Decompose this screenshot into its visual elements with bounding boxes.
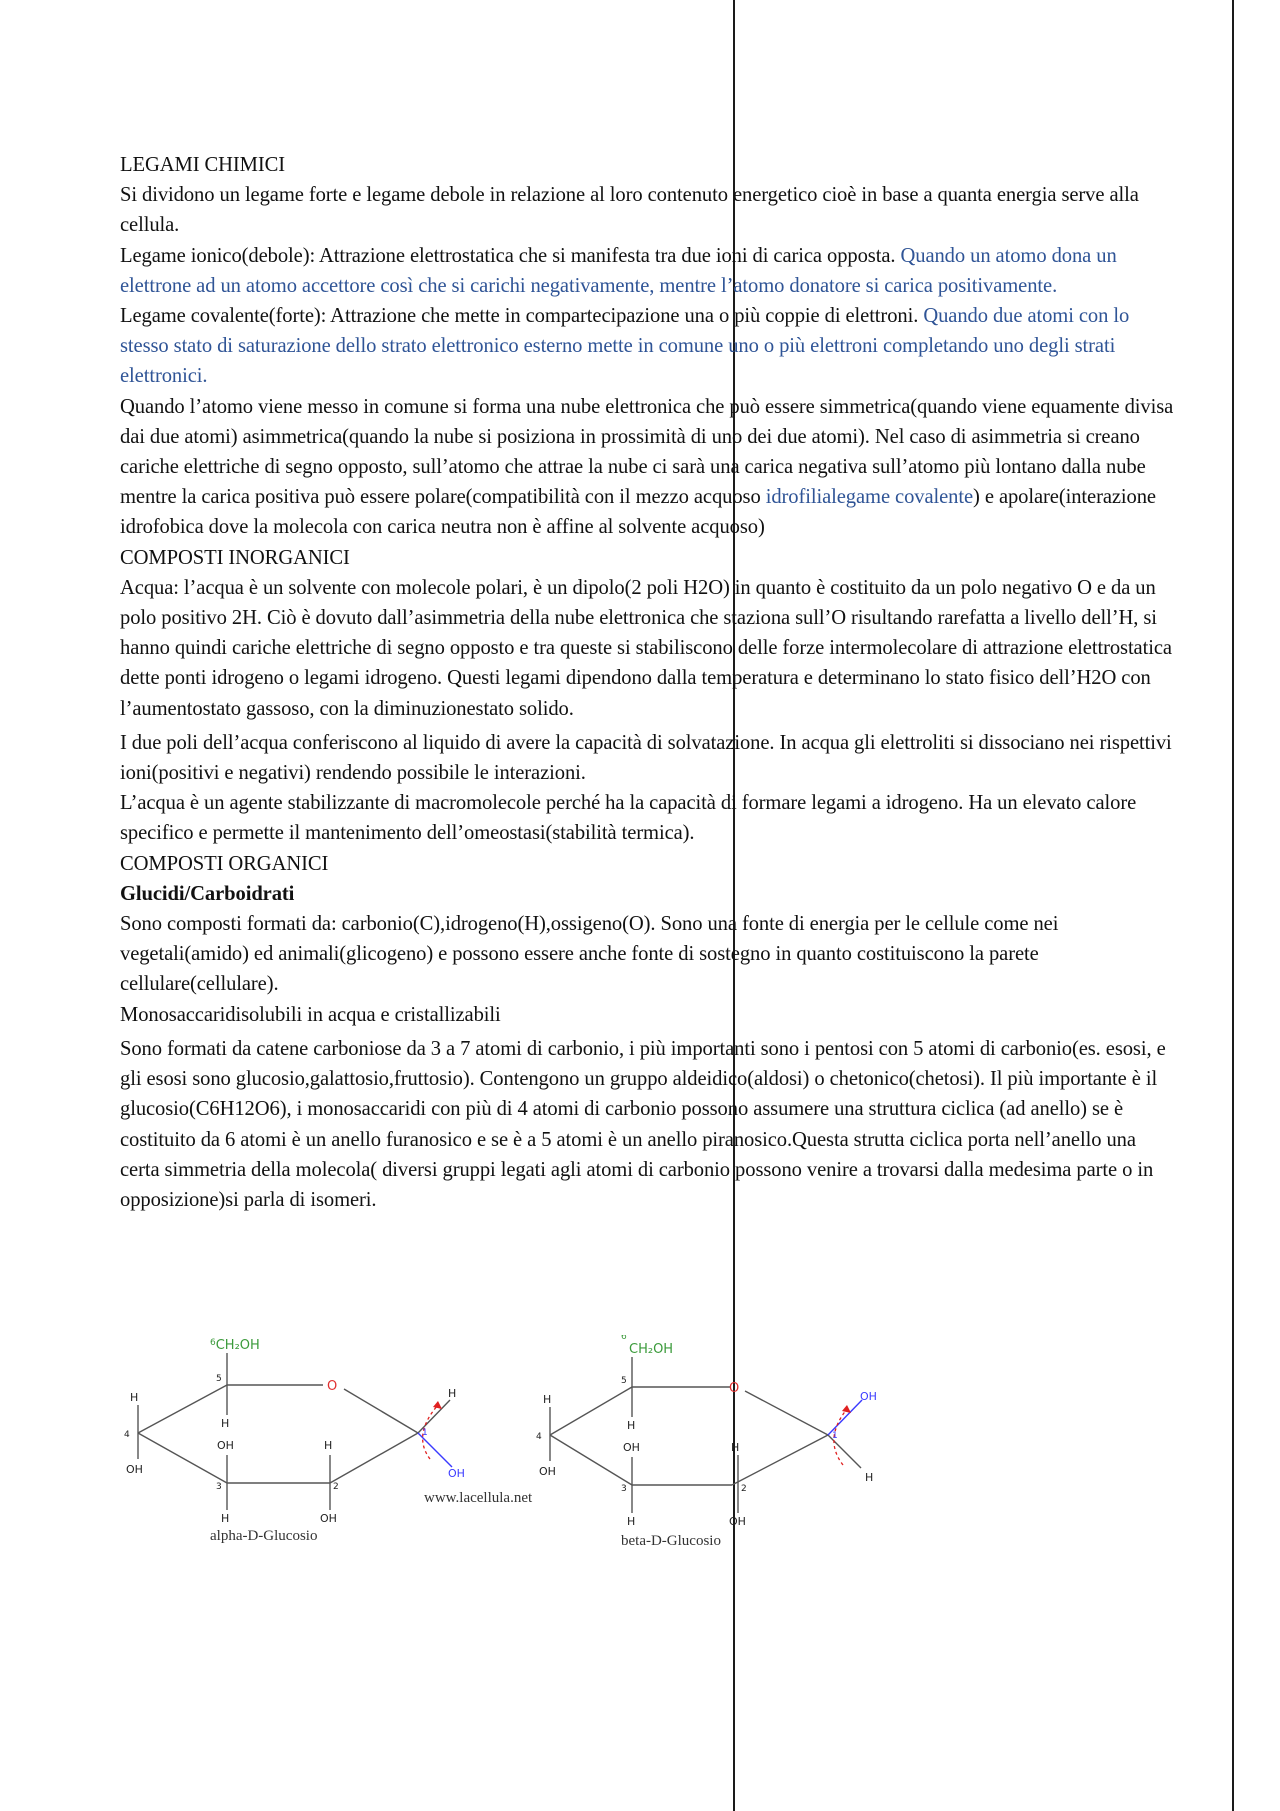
paragraph-glucidi: Sono composti formati da: carbonio(C),idrogeno(H),ossigeno(O). Sono una fonte di energia per le cellule come nei vegetali(amido) ed animali(glicogeno) e possono essere anche fonte di sostegno in quanto costituiscono la parete cellulare(cellulare). [120,913,1059,996]
svg-text:H: H [627,1419,636,1432]
svg-text:OH: OH [217,1439,234,1452]
paragraph-nube-elettronica [120,392,1180,543]
heading-composti-organici: COMPOSTI ORGANICI [120,852,329,875]
svg-text:OH: OH [448,1467,465,1480]
svg-text:H: H [448,1387,457,1400]
nube-text-1: Quando l’atomo viene messo in comune si forma una nube elettronica che può essere simmetrica(quando viene equamente divisa dai due atomi) asimmetrica(quando la nube si posiziona in prossimità di uno dei due atomi). Nel caso di asimmetria si creano cariche elettriche di segno opposto, sull’atomo che attrae la nube ci sarà una carica negativa sull’atomo più lontano dalla nube mentre la carica positiva può essere polare(compatibilità con il mezzo acquoso [120,395,1174,509]
svg-text:1: 1 [832,1431,838,1441]
svg-text:OH: OH [729,1515,746,1528]
vertical-rule-right [1232,0,1234,1811]
alpha-glucose-structure [124,1338,465,1544]
svg-text:H: H [130,1391,139,1404]
svg-text:OH: OH [539,1465,556,1478]
nube-text-2: ) e apolare(interazione idrofobica dove la molecola con carica neutra non è affine al solvente acquoso) [120,486,1156,539]
paragraph-acqua-3: L’acqua è un agente stabilizzante di macromolecole perché ha la capacità di formare legami a idrogeno. Ha un elevato calore specifico e permette il mantenimento dell’omeostasi(stabilità termica). [120,792,1137,845]
svg-text:6: 6 [621,1335,627,1342]
svg-text:OH: OH [320,1512,337,1525]
svg-text:H: H [865,1471,874,1484]
alpha-caption: alpha-D-Glucosio [210,1528,318,1544]
alpha-c6-label: $^6$CH₂OH [210,1338,260,1353]
glucose-figure [120,1335,920,1565]
heading-monosaccaridi: Monosaccaridisolubili in acqua e cristallizabili [120,1003,501,1026]
covalente-blue-text: Quando due atomi con lo stesso stato di saturazione dello strato elettronico esterno mette in comune uno o più elettroni completando uno degli strati elettronici. [120,305,1130,388]
paragraph-legame-covalente [120,301,1180,392]
svg-text:O: O [327,1379,338,1394]
svg-text:H: H [543,1393,552,1406]
ionico-lead: Legame ionico(debole): Attrazione elettrostatica che si manifesta tra due ioni di carica opposta. [120,244,901,267]
ionico-blue-text: Quando un atomo dona un elettrone ad un atomo accettore così che si carichi negativamente, mentre l’atomo donatore si carica positivamente. [120,244,1117,297]
paragraph-legame-ionico [120,241,1180,301]
svg-text:OH: OH [623,1441,640,1454]
svg-text:3: 3 [621,1484,627,1494]
paragraph-acqua-1: Acqua: l’acqua è un solvente con molecole polari, è un dipolo(2 poli H2O) in quanto è costituito da un polo negativo O e da un polo positivo 2H. Ciò è dovuto dall’asimmetria della nube elettronica che staziona sull’O risultando rarefatta a livello dell’H, si hanno quindi cariche elettriche di segno opposto e tra queste si stabiliscono delle forze intermolecolare di attrazione elettrostatica dette ponti idrogeno o legami idrogeno. Questi legami dipendono dalla temperatura e determinano lo stato fisico dell’H2O con l’aumentostato gassoso, con la diminuzionestato solido. [120,576,1172,720]
svg-text:OH: OH [860,1390,877,1403]
watermark-text: www.lacellula.net [424,1490,533,1506]
svg-text:3: 3 [216,1482,222,1492]
svg-text:5: 5 [621,1376,627,1386]
heading-glucidi: Glucidi/Carboidrati [120,882,295,905]
svg-text:H: H [221,1512,230,1525]
svg-text:O: O [729,1381,740,1396]
beta-glucose-structure [536,1335,877,1549]
nube-blue-text: idrofilialegame covalente [765,486,974,509]
svg-text:H: H [731,1441,740,1454]
svg-text:2: 2 [741,1484,747,1494]
heading-legami-chimici: LEGAMI CHIMICI [120,154,286,176]
paragraph-monosaccaridi: Sono formati da catene carboniose da 3 a 7 atomi di carbonio, i più importanti sono i pentosi con 5 atomi di carbonio(es. esosi, e gli esosi sono glucosio,galattosio,fruttosio). Contengono un gruppo aldeidico(aldosi) o chetonico(chetosi). Il più importante è il glucosio(C6H12O6), i monosaccaridi con più di 4 atomi di carbonio possono assumere una struttura ciclica (ad anello) se è costituito da 6 atomi è un anello furanosico e se è a 5 atomi è un anello piranosico.Questa strutta ciclica porta nell’anello una certa simmetria della molecola( diversi gruppi legati agli atomi di carbonio possono venire a trovarsi dalla medesima parte o in opposizione)si parla di isomeri. [120,1037,1166,1211]
svg-text:H: H [627,1515,636,1528]
document-page [120,150,1180,1215]
paragraph-acqua-2: I due poli dell’acqua conferiscono al liquido di avere la capacità di solvatazione. In acqua gli elettroliti si dissociano nei rispettivi ioni(positivi e negativi) rendendo possibile le interazioni. [120,731,1172,785]
svg-text:5: 5 [216,1374,222,1384]
covalente-lead: Legame covalente(forte): Attrazione che mette in compartecipazione una o più coppie di elettroni. [120,305,924,328]
svg-text:OH: OH [126,1463,143,1476]
paragraph-legami-intro: Si dividono un legame forte e legame debole in relazione al loro contenuto energetico cioè in base a quanta energia serve alla cellula. [120,184,1139,237]
svg-text:2: 2 [333,1482,339,1492]
svg-text:H: H [324,1439,333,1452]
svg-text:H: H [221,1417,230,1430]
svg-text:1: 1 [422,1428,428,1438]
heading-composti-inorganici: COMPOSTI INORGANICI [120,546,350,569]
svg-text:4: 4 [124,1430,130,1440]
svg-text:4: 4 [536,1432,542,1442]
beta-caption: beta-D-Glucosio [621,1533,721,1549]
glucose-structures-diagram [120,1335,920,1565]
svg-text:CH₂OH: CH₂OH [629,1342,674,1357]
